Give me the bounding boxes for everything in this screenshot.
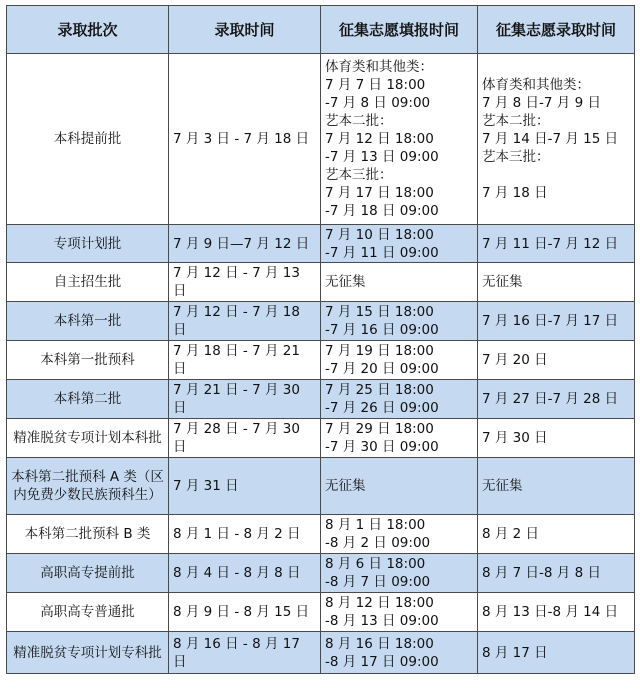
header-admit-time: 录取时间 <box>169 6 321 54</box>
fill-cell: 7 月 15 日 18:00 -7 月 16 日 09:00 <box>321 302 478 341</box>
table-row <box>7 419 635 458</box>
table-row <box>7 554 635 593</box>
batch-cell: 自主招生批 <box>7 263 169 302</box>
admit-cell: 8 月 1 日 - 8 月 2 日 <box>169 515 321 554</box>
table-row <box>7 632 635 674</box>
batch-cell: 本科第一批预科 <box>7 341 169 380</box>
admit-cell: 7 月 9 日—7 月 12 日 <box>169 225 321 263</box>
header-result-time: 征集志愿录取时间 <box>478 6 635 54</box>
fill-cell: 7 月 29 日 18:00 -7 月 30 日 09:00 <box>321 419 478 458</box>
batch-cell: 本科第一批 <box>7 302 169 341</box>
fill-cell: 8 月 6 日 18:00 -8 月 7 日 09:00 <box>321 554 478 593</box>
result-cell: 8 月 13 日-8 月 14 日 <box>478 593 635 632</box>
result-cell: 7 月 27 日-7 月 28 日 <box>478 380 635 419</box>
table-row <box>7 458 635 515</box>
fill-cell: 体育类和其他类： 7 月 7 日 18:00 -7 月 8 日 09:00 艺本二批： 7 月 12 日 18:00 -7 月 13 日 09:00 艺本三批： 7 月 17 日 18:00 -7 月 18 日 09:00 <box>321 54 478 225</box>
admit-cell: 7 月 28 日 - 7 月 30 日 <box>169 419 321 458</box>
fill-cell: 8 月 16 日 18:00 -8 月 17 日 09:00 <box>321 632 478 674</box>
batch-cell: 本科提前批 <box>7 54 169 225</box>
admit-cell: 7 月 31 日 <box>169 458 321 515</box>
header-batch: 录取批次 <box>7 6 169 54</box>
fill-cell: 7 月 19 日 18:00 -7 月 20 日 09:00 <box>321 341 478 380</box>
batch-cell: 本科第二批 <box>7 380 169 419</box>
batch-cell: 精准脱贫专项计划本科批 <box>7 419 169 458</box>
admit-cell: 7 月 18 日 - 7 月 21 日 <box>169 341 321 380</box>
result-cell: 体育类和其他类： 7 月 8 日-7 月 9 日 艺本二批： 7 月 14 日-7 月 15 日 艺本三批： 7 月 18 日 <box>478 54 635 225</box>
admit-cell: 7 月 21 日 - 7 月 30 日 <box>169 380 321 419</box>
result-cell: 8 月 17 日 <box>478 632 635 674</box>
table-row <box>7 263 635 302</box>
header-fill-time: 征集志愿填报时间 <box>321 6 478 54</box>
result-cell: 7 月 11 日-7 月 12 日 <box>478 225 635 263</box>
batch-cell: 高职高专提前批 <box>7 554 169 593</box>
batch-cell: 高职高专普通批 <box>7 593 169 632</box>
table-row <box>7 302 635 341</box>
fill-cell: 无征集 <box>321 458 478 515</box>
batch-cell: 精准脱贫专项计划专科批 <box>7 632 169 674</box>
table-row <box>7 380 635 419</box>
admit-cell: 8 月 16 日 - 8 月 17 日 <box>169 632 321 674</box>
fill-cell: 8 月 12 日 18:00 -8 月 13 日 09:00 <box>321 593 478 632</box>
admit-cell: 7 月 12 日 - 7 月 13 日 <box>169 263 321 302</box>
admit-cell: 8 月 9 日 - 8 月 15 日 <box>169 593 321 632</box>
result-cell: 无征集 <box>478 263 635 302</box>
table-header-row <box>7 6 635 54</box>
result-cell: 8 月 2 日 <box>478 515 635 554</box>
batch-cell: 本科第二批预科 A 类（区内免费少数民族预科生） <box>7 458 169 515</box>
table-row <box>7 341 635 380</box>
table-row <box>7 225 635 263</box>
table-row <box>7 54 635 225</box>
admit-cell: 7 月 3 日 - 7 月 18 日 <box>169 54 321 225</box>
fill-cell: 7 月 25 日 18:00 -7 月 26 日 09:00 <box>321 380 478 419</box>
batch-cell: 本科第二批预科 B 类 <box>7 515 169 554</box>
result-cell: 8 月 7 日-8 月 8 日 <box>478 554 635 593</box>
admission-schedule-table <box>6 5 635 674</box>
fill-cell: 8 月 1 日 18:00 -8 月 2 日 09:00 <box>321 515 478 554</box>
admit-cell: 7 月 12 日 - 7 月 18 日 <box>169 302 321 341</box>
result-cell: 7 月 16 日-7 月 17 日 <box>478 302 635 341</box>
result-cell: 无征集 <box>478 458 635 515</box>
table-row <box>7 515 635 554</box>
fill-cell: 无征集 <box>321 263 478 302</box>
result-cell: 7 月 30 日 <box>478 419 635 458</box>
batch-cell: 专项计划批 <box>7 225 169 263</box>
table-row <box>7 593 635 632</box>
fill-cell: 7 月 10 日 18:00 -7 月 11 日 09:00 <box>321 225 478 263</box>
result-cell: 7 月 20 日 <box>478 341 635 380</box>
admit-cell: 8 月 4 日 - 8 月 8 日 <box>169 554 321 593</box>
